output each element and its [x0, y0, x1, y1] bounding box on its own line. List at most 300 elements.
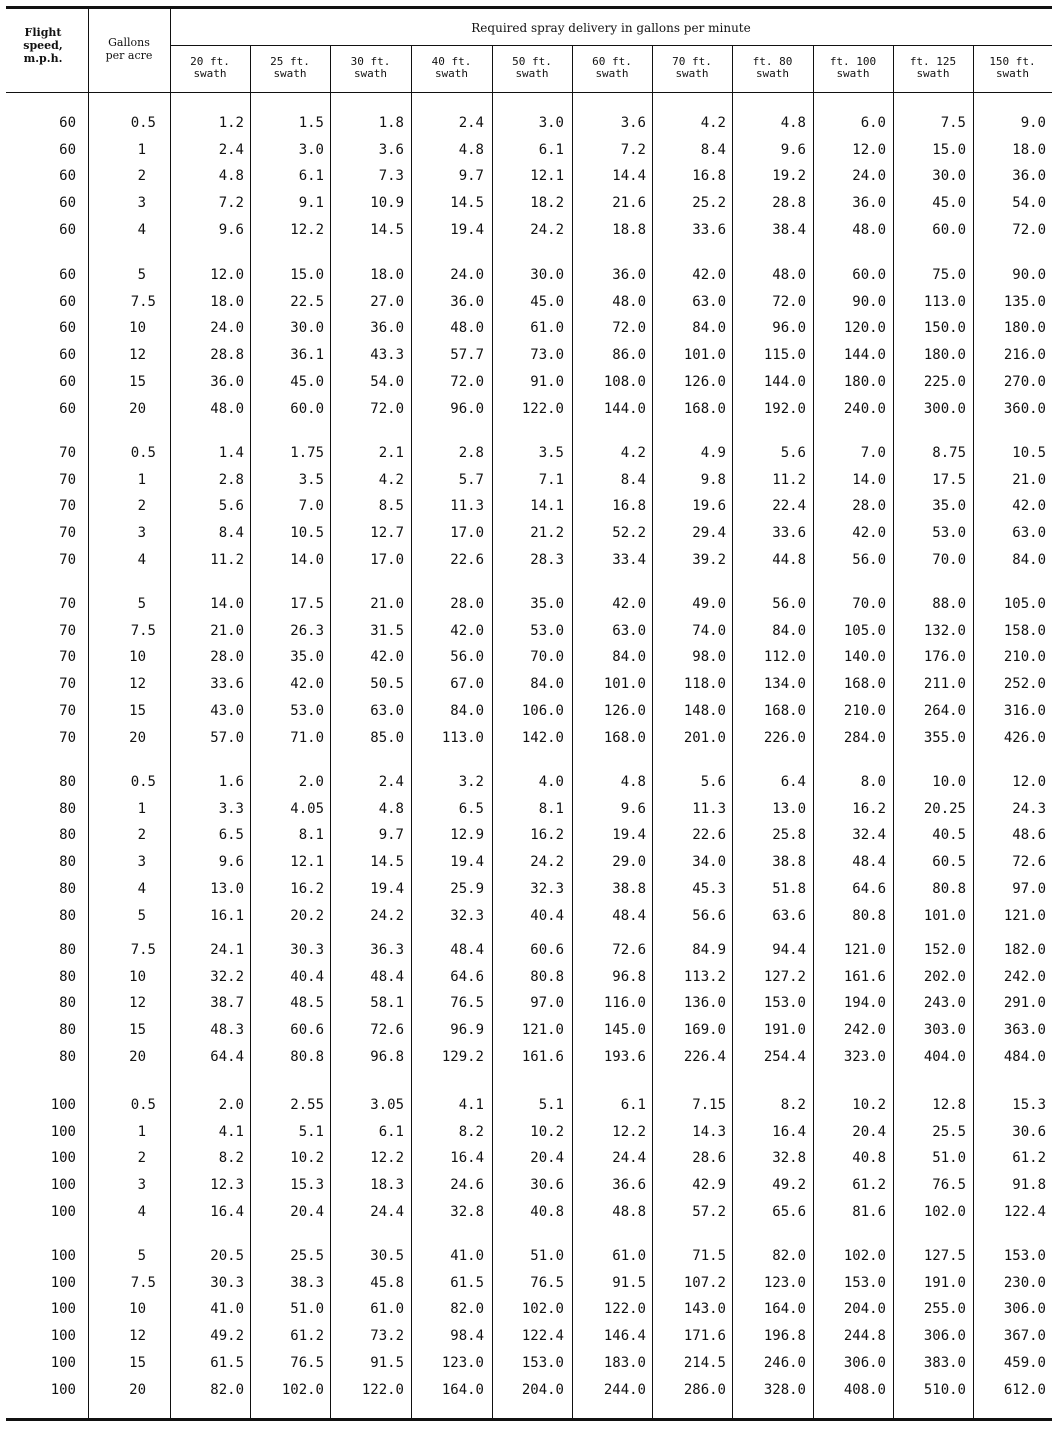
spray-delivery-cell: 246.0	[763, 1354, 806, 1371]
spray-delivery-cell: 76.5	[530, 1274, 564, 1291]
spray-delivery-cell: 7.15	[692, 1097, 726, 1113]
spray-delivery-cell: 48.0	[210, 400, 244, 417]
spray-delivery-cell: 15.3	[1012, 1097, 1046, 1113]
table-row	[6, 1273, 1052, 1293]
spray-delivery-cell: 18.0	[210, 293, 244, 310]
spray-delivery-cell: 60.0	[852, 267, 886, 283]
spray-delivery-cell: 426.0	[1003, 729, 1046, 746]
spray-delivery-cell: 48.0	[450, 320, 484, 337]
spray-delivery-cell: 123.0	[441, 1354, 484, 1371]
spray-delivery-cell: 60.0	[290, 400, 324, 417]
spray-delivery-cell: 44.8	[772, 551, 806, 568]
table-row	[6, 1148, 1052, 1168]
spray-delivery-cell: 80.8	[852, 907, 886, 924]
table-row	[6, 140, 1052, 160]
spray-delivery-cell: 14.5	[370, 221, 404, 238]
table-row	[6, 852, 1052, 872]
flight-speed-header-line: m.p.h.	[23, 52, 63, 65]
spray-delivery-cell: 127.2	[763, 968, 806, 985]
spray-delivery-cell: 171.6	[683, 1328, 726, 1345]
spray-delivery-cell: 25.9	[450, 880, 484, 897]
flight-speed-cell: 60	[59, 168, 76, 185]
spray-delivery-cell: 43.3	[370, 347, 404, 364]
spray-delivery-cell: 153.0	[1003, 1248, 1046, 1264]
spray-delivery-cell: 91.0	[530, 373, 564, 390]
spray-delivery-cell: 4.8	[780, 115, 806, 131]
spray-delivery-cell: 145.0	[603, 1022, 646, 1039]
spray-delivery-cell: 4.05	[290, 800, 324, 817]
spray-delivery-cell: 24.0	[450, 267, 484, 283]
spray-delivery-cell: 192.0	[763, 400, 806, 417]
spray-delivery-cell: 64.6	[450, 968, 484, 985]
spray-delivery-cell: 14.0	[290, 551, 324, 568]
spray-delivery-cell: 14.3	[692, 1123, 726, 1140]
flight-speed-cell: 60	[59, 320, 76, 337]
flight-speed-cell: 60	[59, 293, 76, 310]
spray-delivery-cell: 32.8	[772, 1150, 806, 1167]
flight-speed-cell: 70	[59, 676, 76, 693]
swath-header-line: swath	[995, 67, 1030, 80]
spray-delivery-cell: 2.0	[218, 1097, 244, 1113]
spray-delivery-cell: 180.0	[843, 373, 886, 390]
spray-delivery-cell: 286.0	[683, 1381, 726, 1398]
spray-delivery-cell: 56.0	[450, 649, 484, 666]
spray-delivery-cell: 16.2	[530, 827, 564, 844]
gallons-per-acre-cell: 20	[129, 729, 146, 746]
gallons-per-acre-cell: 2	[137, 498, 146, 515]
spray-delivery-cell: 210.0	[1003, 649, 1046, 666]
spray-delivery-cell: 40.4	[530, 907, 564, 924]
gallons-per-acre-cell: 10	[129, 649, 146, 666]
swath-header-line: swath	[273, 67, 307, 80]
spray-delivery-cell: 8.1	[298, 827, 324, 844]
spray-delivery-cell: 4.2	[378, 471, 404, 488]
spray-delivery-cell: 113.0	[441, 729, 484, 746]
table-row	[6, 1202, 1052, 1222]
spray-delivery-cell: 126.0	[683, 373, 726, 390]
spray-delivery-cell: 152.0	[923, 942, 966, 958]
spray-delivery-cell: 360.0	[1003, 400, 1046, 417]
spray-delivery-cell: 72.6	[370, 1022, 404, 1039]
spray-delivery-cell: 12.1	[290, 854, 324, 871]
spray-delivery-cell: 9.6	[218, 221, 244, 238]
swath-header-line: 60 ft.	[592, 55, 632, 68]
flight-speed-cell: 100	[50, 1328, 76, 1345]
spray-delivery-cell: 16.4	[772, 1123, 806, 1140]
flight-speed-cell: 100	[50, 1248, 76, 1264]
gallons-per-acre-cell: 2	[137, 827, 146, 844]
flight-speed-cell: 60	[59, 267, 76, 283]
spray-delivery-cell: 30.3	[210, 1274, 244, 1291]
spray-delivery-cell: 132.0	[923, 622, 966, 639]
spray-delivery-cell: 17.5	[290, 596, 324, 612]
spray-delivery-cell: 4.8	[378, 800, 404, 817]
spray-delivery-cell: 12.9	[450, 827, 484, 844]
spray-delivery-cell: 28.0	[450, 596, 484, 612]
spray-delivery-cell: 4.8	[620, 774, 646, 790]
swath-header-line: swath	[595, 67, 629, 80]
spray-delivery-cell: 226.4	[683, 1048, 726, 1065]
spray-delivery-cell: 101.0	[603, 676, 646, 693]
spray-delivery-cell: 102.0	[843, 1248, 886, 1264]
spray-delivery-cell: 80.8	[932, 880, 966, 897]
spray-delivery-cell: 6.1	[298, 168, 324, 185]
spray-delivery-cell: 20.25	[923, 800, 966, 817]
spray-delivery-cell: 27.0	[370, 293, 404, 310]
table-row	[6, 1299, 1052, 1319]
spray-delivery-cell: 254.4	[763, 1048, 806, 1065]
spray-delivery-cell: 61.0	[530, 320, 564, 337]
spray-delivery-cell: 53.0	[530, 622, 564, 639]
spray-delivery-cell: 14.5	[370, 854, 404, 871]
table-row	[6, 496, 1052, 516]
gallons-header-line: per acre	[105, 49, 153, 62]
flight-speed-cell: 100	[50, 1097, 76, 1113]
table-row	[6, 621, 1052, 641]
flight-speed-cell: 70	[59, 702, 76, 719]
gallons-header	[90, 36, 168, 62]
gallons-per-acre-cell: 15	[129, 373, 146, 390]
spray-delivery-cell: 51.8	[772, 880, 806, 897]
spray-delivery-cell: 10.9	[370, 195, 404, 212]
spray-delivery-cell: 4.2	[700, 115, 726, 131]
gallons-per-acre-cell: 7.5	[130, 622, 156, 639]
table-row	[6, 647, 1052, 667]
spray-delivery-cell: 25.5	[932, 1123, 966, 1140]
spray-delivery-cell: 63.6	[772, 907, 806, 924]
spray-delivery-cell: 85.0	[370, 729, 404, 746]
spray-delivery-cell: 2.0	[298, 774, 324, 790]
table-row	[6, 345, 1052, 365]
spray-delivery-cell: 3.0	[538, 115, 564, 131]
spray-delivery-cell: 31.5	[370, 622, 404, 639]
spray-delivery-cell: 24.4	[612, 1150, 646, 1167]
spray-delivery-cell: 193.6	[603, 1048, 646, 1065]
spray-delivery-cell: 48.4	[852, 854, 886, 871]
gallons-per-acre-cell: 10	[129, 320, 146, 337]
table-row	[6, 1326, 1052, 1346]
swath-header-line: swath	[836, 67, 870, 80]
spray-delivery-cell: 75.0	[932, 267, 966, 283]
spray-delivery-cell: 36.0	[1012, 168, 1046, 185]
spray-delivery-cell: 64.4	[210, 1048, 244, 1065]
spray-delivery-cell: 32.3	[450, 907, 484, 924]
flight-speed-cell: 70	[59, 471, 76, 488]
table-row	[6, 193, 1052, 213]
flight-speed-cell: 70	[59, 596, 76, 612]
spray-delivery-cell: 84.0	[1012, 551, 1046, 568]
spray-delivery-cell: 113.0	[923, 293, 966, 310]
spray-delivery-cell: 10.5	[290, 525, 324, 542]
spray-delivery-cell: 9.7	[378, 827, 404, 844]
spray-delivery-cell: 5.6	[700, 774, 726, 790]
spray-delivery-cell: 116.0	[603, 995, 646, 1012]
spray-delivery-cell: 33.6	[772, 525, 806, 542]
spray-delivery-cell: 113.2	[683, 968, 726, 985]
spray-delivery-cell: 7.2	[218, 195, 244, 212]
table-row	[6, 993, 1052, 1013]
swath-column-header	[813, 56, 893, 80]
table-row	[6, 166, 1052, 186]
spray-delivery-cell: 176.0	[923, 649, 966, 666]
spray-delivery-cell: 48.0	[612, 293, 646, 310]
spray-delivery-cell: 122.0	[521, 400, 564, 417]
flight-speed-cell: 60	[59, 221, 76, 238]
spray-delivery-cell: 4.8	[458, 141, 484, 158]
spray-delivery-cell: 164.0	[763, 1301, 806, 1318]
table-row	[6, 470, 1052, 490]
flight-speed-cell: 70	[59, 551, 76, 568]
spray-delivery-cell: 33.6	[210, 676, 244, 693]
gallons-per-acre-cell: 7.5	[130, 293, 156, 310]
spray-delivery-cell: 11.2	[210, 551, 244, 568]
spray-delivery-cell: 10.5	[1012, 445, 1046, 461]
spray-delivery-cell: 36.0	[210, 373, 244, 390]
spray-delivery-cell: 168.0	[763, 702, 806, 719]
spray-delivery-cell: 72.0	[1012, 221, 1046, 238]
gallons-per-acre-cell: 7.5	[130, 1274, 156, 1291]
spray-delivery-cell: 16.2	[852, 800, 886, 817]
spray-delivery-cell: 96.8	[370, 1048, 404, 1065]
spray-delivery-cell: 383.0	[923, 1354, 966, 1371]
spray-delivery-cell: 56.0	[852, 551, 886, 568]
spray-delivery-cell: 10.2	[290, 1150, 324, 1167]
flight-speed-cell: 70	[59, 729, 76, 746]
gallons-per-acre-cell: 5	[137, 267, 146, 283]
spray-delivery-cell: 81.6	[852, 1203, 886, 1220]
spray-delivery-cell: 48.5	[290, 995, 324, 1012]
spray-delivery-cell: 28.8	[210, 347, 244, 364]
gallons-header-line: Gallons	[108, 36, 150, 49]
spray-delivery-cell: 3.3	[218, 800, 244, 817]
spray-delivery-cell: 122.4	[521, 1328, 564, 1345]
spray-delivery-cell: 45.3	[692, 880, 726, 897]
spray-delivery-cell: 30.0	[530, 267, 564, 283]
spray-delivery-cell: 24.1	[210, 942, 244, 958]
spray-delivery-cell: 25.5	[290, 1248, 324, 1264]
flight-speed-cell: 60	[59, 373, 76, 390]
gallons-per-acre-cell: 5	[137, 596, 146, 612]
spray-delivery-cell: 4.8	[218, 168, 244, 185]
spray-delivery-cell: 54.0	[370, 373, 404, 390]
spray-delivery-cell: 28.6	[692, 1150, 726, 1167]
spray-delivery-cell: 32.4	[852, 827, 886, 844]
spray-delivery-cell: 1.6	[218, 774, 244, 790]
spray-delivery-cell: 8.2	[218, 1150, 244, 1167]
spray-delivery-cell: 121.0	[843, 942, 886, 958]
spray-delivery-cell: 161.6	[843, 968, 886, 985]
swath-column-header	[572, 56, 652, 80]
gallons-per-acre-cell: 0.5	[130, 115, 156, 131]
spray-delivery-cell: 135.0	[1003, 293, 1046, 310]
spray-delivery-cell: 13.0	[210, 880, 244, 897]
swath-header-line: 20 ft.	[190, 55, 230, 68]
spray-delivery-cell: 36.3	[370, 942, 404, 958]
spray-delivery-cell: 36.0	[450, 293, 484, 310]
spray-delivery-cell: 12.7	[370, 525, 404, 542]
spray-delivery-cell: 459.0	[1003, 1354, 1046, 1371]
gallons-per-acre-cell: 4	[137, 1203, 146, 1220]
spray-delivery-cell: 101.0	[683, 347, 726, 364]
gallons-per-acre-cell: 20	[129, 400, 146, 417]
spray-delivery-cell: 70.0	[852, 596, 886, 612]
spray-delivery-cell: 20.5	[210, 1248, 244, 1264]
spray-delivery-cell: 67.0	[450, 676, 484, 693]
spray-delivery-cell: 12.3	[210, 1177, 244, 1194]
table-row	[6, 1175, 1052, 1195]
spray-delivery-cell: 84.0	[692, 320, 726, 337]
spray-delivery-cell: 19.4	[450, 854, 484, 871]
spray-delivery-cell: 76.5	[290, 1354, 324, 1371]
spray-delivery-cell: 49.2	[772, 1177, 806, 1194]
spray-delivery-cell: 102.0	[281, 1381, 324, 1398]
spray-delivery-cell: 144.0	[843, 347, 886, 364]
spray-delivery-cell: 300.0	[923, 400, 966, 417]
table-bottom-rule	[6, 1418, 1052, 1421]
spray-delivery-cell: 19.4	[450, 221, 484, 238]
swath-header-line: swath	[434, 67, 469, 80]
spray-delivery-cell: 1.8	[378, 115, 404, 131]
gallons-per-acre-cell: 12	[129, 676, 146, 693]
spray-delivery-cell: 70.0	[530, 649, 564, 666]
spray-delivery-cell: 1.2	[218, 115, 244, 131]
spray-delivery-cell: 45.0	[530, 293, 564, 310]
spray-delivery-cell: 42.0	[692, 267, 726, 283]
spray-delivery-cell: 70.0	[932, 551, 966, 568]
spray-delivery-cell: 53.0	[290, 702, 324, 719]
gallons-per-acre-cell: 2	[137, 168, 146, 185]
swath-header-line: ft. 100	[829, 55, 877, 68]
spray-delivery-cell: 22.5	[290, 293, 324, 310]
spray-delivery-cell: 48.0	[852, 221, 886, 238]
spray-delivery-cell: 51.0	[530, 1248, 564, 1264]
spray-delivery-cell: 12.0	[1012, 774, 1046, 790]
spray-delivery-cell: 58.1	[370, 995, 404, 1012]
spray-delivery-cell: 96.0	[450, 400, 484, 417]
spray-delivery-cell: 510.0	[923, 1381, 966, 1398]
spray-delivery-cell: 2.55	[290, 1097, 324, 1113]
spray-delivery-cell: 40.8	[852, 1150, 886, 1167]
spray-delivery-cell: 52.2	[612, 525, 646, 542]
spray-delivery-cell: 140.0	[843, 649, 886, 666]
spray-delivery-cell: 86.0	[612, 347, 646, 364]
spray-delivery-cell: 4.2	[620, 445, 646, 461]
spray-delivery-cell: 90.0	[1012, 267, 1046, 283]
spray-delivery-cell: 20.4	[530, 1150, 564, 1167]
spray-delivery-cell: 118.0	[683, 676, 726, 693]
spray-delivery-cell: 7.0	[298, 498, 324, 515]
spray-delivery-cell: 194.0	[843, 995, 886, 1012]
table-row	[6, 799, 1052, 819]
flight-speed-cell: 100	[50, 1274, 76, 1291]
spray-delivery-cell: 8.1	[538, 800, 564, 817]
spray-delivery-cell: 16.4	[450, 1150, 484, 1167]
spray-delivery-cell: 20.4	[852, 1123, 886, 1140]
table-row	[6, 113, 1052, 133]
spray-delivery-cell: 120.0	[843, 320, 886, 337]
spray-delivery-cell: 48.3	[210, 1022, 244, 1039]
spray-delivery-cell: 14.0	[210, 596, 244, 612]
spray-delivery-cell: 328.0	[763, 1381, 806, 1398]
spray-delivery-cell: 24.2	[530, 221, 564, 238]
gallons-per-acre-cell: 3	[137, 525, 146, 542]
spray-delivery-cell: 84.0	[450, 702, 484, 719]
spray-delivery-cell: 204.0	[521, 1381, 564, 1398]
spray-delivery-cell: 36.0	[612, 267, 646, 283]
flight-speed-cell: 80	[59, 827, 76, 844]
spray-delivery-cell: 36.6	[612, 1177, 646, 1194]
spray-delivery-cell: 36.0	[370, 320, 404, 337]
table-top-rule	[6, 6, 1052, 9]
spray-delivery-cell: 65.6	[772, 1203, 806, 1220]
spray-delivery-cell: 42.0	[852, 525, 886, 542]
spray-delivery-cell: 76.5	[932, 1177, 966, 1194]
spray-delivery-cell: 3.6	[620, 115, 646, 131]
spray-delivery-cell: 7.2	[620, 141, 646, 158]
spray-delivery-cell: 16.4	[210, 1203, 244, 1220]
spray-delivery-cell: 72.6	[612, 942, 646, 958]
spray-delivery-cell: 53.0	[932, 525, 966, 542]
spray-delivery-cell: 2.1	[378, 445, 404, 461]
spray-delivery-cell: 303.0	[923, 1022, 966, 1039]
spray-delivery-cell: 121.0	[1003, 907, 1046, 924]
swath-header-line: swath	[515, 67, 549, 80]
flight-speed-cell: 100	[50, 1177, 76, 1194]
spray-delivery-cell: 30.6	[530, 1177, 564, 1194]
spray-delivery-cell: 134.0	[763, 676, 806, 693]
spray-delivery-cell: 158.0	[1003, 622, 1046, 639]
spray-delivery-cell: 5.6	[218, 498, 244, 515]
spray-delivery-cell: 8.4	[620, 471, 646, 488]
spray-delivery-cell: 6.4	[780, 774, 806, 790]
spray-delivery-cell: 30.6	[1012, 1123, 1046, 1140]
spray-delivery-cell: 48.8	[612, 1203, 646, 1220]
swath-column-header	[973, 56, 1052, 80]
flight-speed-cell: 100	[50, 1123, 76, 1140]
spray-delivery-cell: 51.0	[932, 1150, 966, 1167]
flight-speed-header-line: Flight	[24, 26, 62, 39]
flight-speed-header	[8, 26, 78, 65]
spray-delivery-cell: 22.6	[692, 827, 726, 844]
spray-delivery-cell: 16.1	[210, 907, 244, 924]
spray-delivery-cell: 26.3	[290, 622, 324, 639]
spray-delivery-cell: 182.0	[1003, 942, 1046, 958]
table-row	[6, 1380, 1052, 1400]
gallons-per-acre-cell: 10	[129, 968, 146, 985]
spray-delivery-cell: 204.0	[843, 1301, 886, 1318]
spray-delivery-cell: 60.5	[932, 854, 966, 871]
swath-column-header	[250, 56, 330, 80]
spray-delivery-cell: 45.8	[370, 1274, 404, 1291]
gallons-per-acre-cell: 12	[129, 1328, 146, 1345]
spray-delivery-cell: 72.6	[1012, 854, 1046, 871]
spray-delivery-cell: 36.0	[852, 195, 886, 212]
spray-delivery-cell: 49.2	[210, 1328, 244, 1345]
spray-delivery-cell: 6.5	[458, 800, 484, 817]
flight-speed-cell: 80	[59, 995, 76, 1012]
spray-delivery-cell: 17.0	[450, 525, 484, 542]
spray-delivery-cell: 71.0	[290, 729, 324, 746]
spray-delivery-cell: 4.1	[458, 1097, 484, 1113]
spray-delivery-cell: 60.6	[290, 1022, 324, 1039]
spray-delivery-cell: 161.6	[521, 1048, 564, 1065]
spray-delivery-cell: 91.5	[370, 1354, 404, 1371]
spray-delivery-cell: 29.4	[692, 525, 726, 542]
spray-delivery-cell: 17.0	[370, 551, 404, 568]
flight-speed-cell: 80	[59, 907, 76, 924]
spray-delivery-cell: 43.0	[210, 702, 244, 719]
spray-delivery-cell: 14.5	[450, 195, 484, 212]
